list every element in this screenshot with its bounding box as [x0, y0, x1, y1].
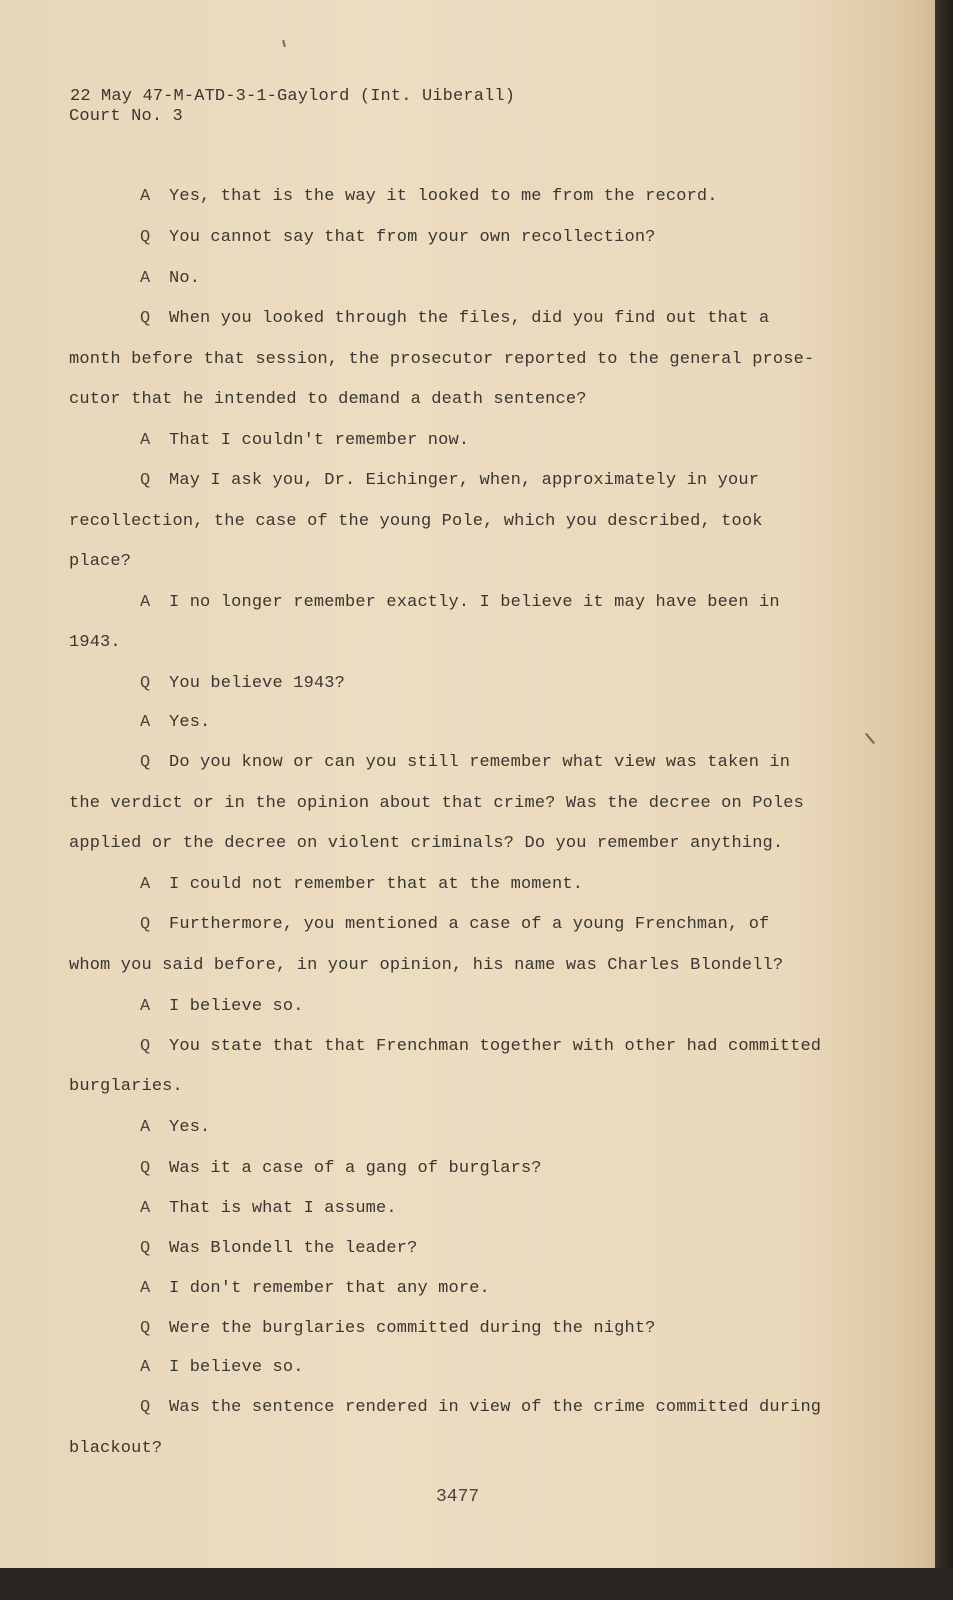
speaker-label: Q	[140, 915, 151, 934]
transcript-line: applied or the decree on violent criminals? Do you remember anything.	[69, 834, 784, 853]
page-number: 3477	[436, 1487, 480, 1507]
speaker-label: A	[140, 187, 151, 206]
speaker-label: Q	[140, 1037, 151, 1056]
speaker-label: A	[140, 1358, 151, 1377]
transcript-line: You cannot say that from your own recollection?	[169, 228, 656, 247]
transcript-line: blackout?	[69, 1439, 163, 1458]
transcript-line: That I couldn't remember now.	[169, 431, 470, 450]
speaker-label: Q	[140, 309, 151, 328]
speaker-label: Q	[140, 471, 151, 490]
transcript-line: You state that that Frenchman together with other had committed	[169, 1037, 822, 1056]
transcript-line: I don't remember that any more.	[169, 1279, 490, 1298]
transcript-line: You believe 1943?	[169, 674, 345, 693]
speaker-label: A	[140, 1199, 151, 1218]
transcript-line: No.	[169, 269, 201, 288]
stray-mark	[865, 733, 875, 744]
transcript-line: May I ask you, Dr. Eichinger, when, approximately in your	[169, 471, 760, 490]
transcript-line: 1943.	[69, 633, 121, 652]
speaker-label: A	[140, 1118, 151, 1137]
speaker-label: Q	[140, 1398, 151, 1417]
transcript-line: Was it a case of a gang of burglars?	[169, 1159, 542, 1178]
speaker-label: Q	[140, 1319, 151, 1338]
transcript-line: Furthermore, you mentioned a case of a young Frenchman, of	[169, 915, 770, 934]
transcript-line: the verdict or in the opinion about that crime? Was the decree on Poles	[69, 794, 804, 813]
transcript-line: month before that session, the prosecutor reported to the general prose-	[69, 350, 815, 369]
speaker-label: Q	[140, 228, 151, 247]
transcript-line: recollection, the case of the young Pole, which you described, took	[69, 512, 763, 531]
speaker-label: A	[140, 1279, 151, 1298]
transcript-line: Do you know or can you still remember what view was taken in	[169, 753, 791, 772]
speaker-label: A	[140, 593, 151, 612]
transcript-line: Was the sentence rendered in view of the crime committed during	[169, 1398, 822, 1417]
transcript-line: I could not remember that at the moment.	[169, 875, 584, 894]
transcript-line: I believe so.	[169, 1358, 304, 1377]
speaker-label: A	[140, 431, 151, 450]
header-line-1: 22 May 47-M-ATD-3-1-Gaylord (Int. Uiberall)	[70, 87, 516, 106]
transcript-line: cutor that he intended to demand a death sentence?	[69, 390, 587, 409]
speaker-label: Q	[140, 674, 151, 693]
transcript-line: place?	[69, 552, 132, 571]
speaker-label: A	[140, 997, 151, 1016]
transcript-line: Yes, that is the way it looked to me from the record.	[169, 187, 718, 206]
speaker-label: A	[140, 875, 151, 894]
transcript-line: That is what I assume.	[169, 1199, 397, 1218]
transcript-line: Were the burglaries committed during the night?	[169, 1319, 656, 1338]
scan-edge	[935, 0, 953, 1600]
transcript-line: I believe so.	[169, 997, 304, 1016]
speaker-label: Q	[140, 753, 151, 772]
transcript-line: Was Blondell the leader?	[169, 1239, 418, 1258]
speaker-label: Q	[140, 1239, 151, 1258]
transcript-line: When you looked through the files, did you find out that a	[169, 309, 770, 328]
transcript-line: Yes.	[169, 713, 211, 732]
header-line-2: Court No. 3	[69, 107, 183, 126]
transcript-line: burglaries.	[69, 1077, 183, 1096]
stray-mark	[282, 40, 286, 47]
speaker-label: Q	[140, 1159, 151, 1178]
speaker-label: A	[140, 269, 151, 288]
transcript-line: whom you said before, in your opinion, his name was Charles Blondell?	[69, 956, 784, 975]
transcript-line: I no longer remember exactly. I believe it may have been in	[169, 593, 780, 612]
transcript-line: Yes.	[169, 1118, 211, 1137]
scan-edge	[0, 1568, 953, 1600]
speaker-label: A	[140, 713, 151, 732]
